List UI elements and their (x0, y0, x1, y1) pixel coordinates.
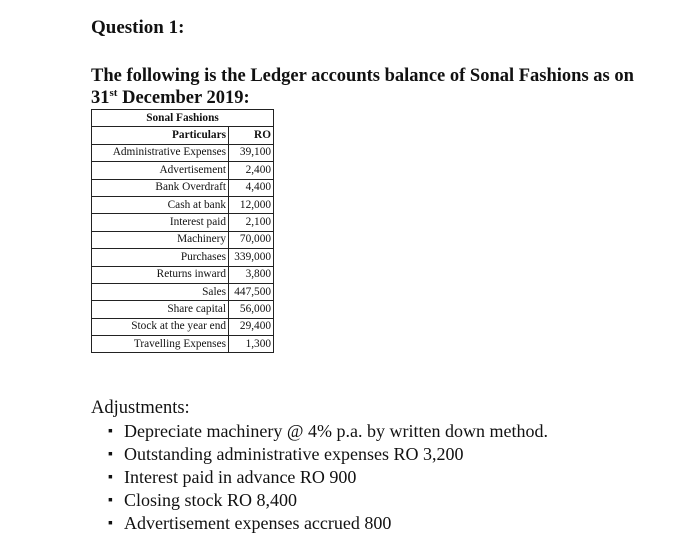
ledger-amount: 3,800 (229, 266, 274, 283)
ledger-header-row (92, 127, 274, 144)
ledger-amount: 39,100 (229, 144, 274, 161)
ledger-amount: 12,000 (229, 196, 274, 213)
ledger-row (92, 162, 274, 179)
ledger-table (91, 109, 274, 353)
ledger-particular: Bank Overdraft (92, 179, 229, 196)
ledger-particular: Share capital (92, 301, 229, 318)
adjustments-title: Adjustments: (91, 398, 190, 418)
ro-header: RO (229, 127, 274, 144)
bullet-icon: ▪ (108, 470, 113, 485)
ledger-particular: Administrative Expenses (92, 144, 229, 161)
ledger-row (92, 249, 274, 266)
ledger-company-row (92, 110, 274, 127)
adjustment-text: Closing stock RO 8,400 (124, 490, 298, 510)
ledger-row (92, 179, 274, 196)
adjustment-text: Depreciate machinery @ 4% p.a. by written down method. (124, 421, 548, 441)
ledger-particular: Interest paid (92, 214, 229, 231)
ledger-particular: Advertisement (92, 162, 229, 179)
ledger-amount: 447,500 (229, 283, 274, 300)
adjustment-text: Interest paid in advance RO 900 (124, 467, 357, 487)
intro-text-before: The following is the Ledger accounts balance of Sonal Fashions as on 31 (91, 66, 634, 108)
ledger-amount: 2,100 (229, 214, 274, 231)
intro-text (91, 65, 651, 109)
ledger-row (92, 318, 274, 335)
intro-ordinal-suffix: st (109, 87, 118, 99)
particulars-header: Particulars (92, 127, 229, 144)
ledger-particular: Machinery (92, 231, 229, 248)
adjustment-text: Advertisement expenses accrued 800 (124, 513, 392, 533)
adjustment-item (108, 489, 548, 512)
ledger-row (92, 196, 274, 213)
bullet-icon: ▪ (108, 493, 113, 508)
ledger-row (92, 283, 274, 300)
bullet-icon: ▪ (108, 516, 113, 531)
ledger-row (92, 231, 274, 248)
ledger-particular: Cash at bank (92, 196, 229, 213)
ledger-amount: 339,000 (229, 249, 274, 266)
adjustment-item (108, 420, 548, 443)
adjustments-list (108, 420, 548, 535)
ledger-amount: 56,000 (229, 301, 274, 318)
ledger-particular: Travelling Expenses (92, 336, 229, 353)
question-title: Question 1: (91, 17, 185, 38)
adjustment-item (108, 443, 548, 466)
ledger-particular: Sales (92, 283, 229, 300)
ledger-company-name: Sonal Fashions (92, 110, 274, 127)
ledger-amount: 29,400 (229, 318, 274, 335)
intro-text-after: December 2019: (117, 88, 250, 108)
ledger-amount: 70,000 (229, 231, 274, 248)
ledger-row (92, 144, 274, 161)
ledger-row (92, 214, 274, 231)
ledger-amount: 2,400 (229, 162, 274, 179)
ledger-row (92, 301, 274, 318)
ledger-amount: 1,300 (229, 336, 274, 353)
adjustment-item (108, 512, 548, 535)
ledger-particular: Purchases (92, 249, 229, 266)
ledger-amount: 4,400 (229, 179, 274, 196)
adjustment-text: Outstanding administrative expenses RO 3,200 (124, 444, 464, 464)
adjustment-item (108, 466, 548, 489)
ledger-particular: Returns inward (92, 266, 229, 283)
ledger-row (92, 266, 274, 283)
ledger-particular: Stock at the year end (92, 318, 229, 335)
bullet-icon: ▪ (108, 447, 113, 462)
bullet-icon: ▪ (108, 424, 113, 439)
ledger-row (92, 336, 274, 353)
